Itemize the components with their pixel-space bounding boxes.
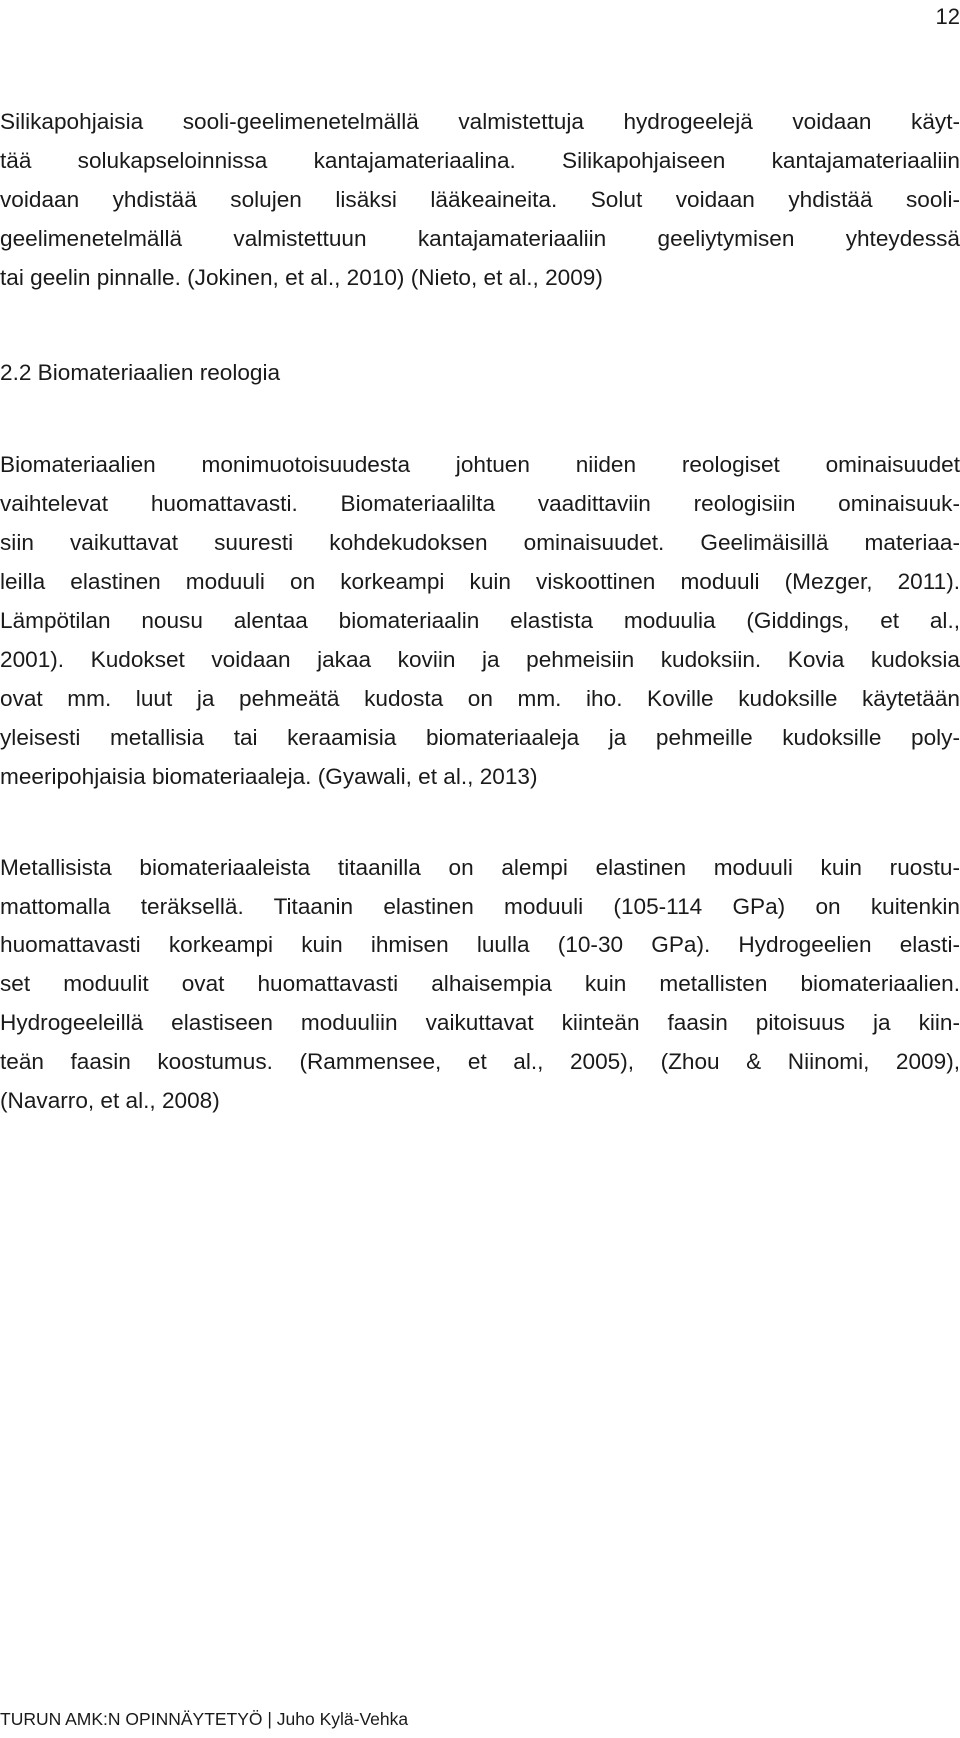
text-line: siin vaikuttavat suuresti kohdekudoksen ominaisuudet. Geelimäisillä materiaa- [0, 530, 960, 556]
text-line: set moduulit ovat huomattavasti alhaisempia kuin metallisten biomateriaalien. [0, 971, 960, 997]
text-line: leilla elastinen moduuli on korkeampi kuin viskoottinen moduuli (Mezger, 2011). [0, 569, 960, 595]
page-number: 12 [935, 4, 960, 29]
text-line: ovat mm. luut ja pehmeätä kudosta on mm. iho. Koville kudoksille käytetään [0, 685, 960, 711]
text-line: Biomateriaalien monimuotoisuudesta johtuen niiden reologiset ominaisuudet [0, 452, 960, 478]
text-line: huomattavasti korkeampi kuin ihmisen luulla (10-30 GPa). Hydrogeelien elasti- [0, 932, 960, 958]
text-line: geelimenetelmällä valmistettuun kantajamateriaaliin geeliytymisen yhteydessä [0, 225, 960, 251]
text-line: yleisesti metallisia tai keraamisia biomateriaaleja ja pehmeille kudoksille poly- [0, 724, 960, 750]
section-heading: 2.2 Biomateriaalien reologia [0, 359, 281, 385]
text-line: (Navarro, et al., 2008) [0, 1088, 220, 1114]
text-line: 2001). Kudokset voidaan jakaa koviin ja pehmeisiin kudoksiin. Kovia kudoksia [0, 646, 960, 672]
main-content [0, 103, 960, 1121]
text-line: Metallisista biomateriaaleista titaanilla on alempi elastinen moduuli kuin ruostu- [0, 854, 960, 880]
text-line: tää solukapseloinnissa kantajamateriaalina. Silikapohjaiseen kantajamateriaaliin [0, 147, 960, 173]
text-line: tai geelin pinnalle. (Jokinen, et al., 2010) (Nieto, et al., 2009) [0, 264, 603, 290]
paragraph-silica-hydrogels [0, 103, 960, 298]
text-line: voidaan yhdistää solujen lisäksi lääkeaineita. Solut voidaan yhdistää sooli- [0, 186, 960, 212]
text-line: vaihtelevat huomattavasti. Biomateriaalilta vaadittaviin reologisiin ominaisuuk- [0, 491, 960, 517]
text-line: mattomalla teräksellä. Titaanin elastinen moduuli (105-114 GPa) on kuitenkin [0, 893, 960, 919]
text-line: Silikapohjaisia sooli-geelimenetelmällä valmistettuja hydrogeelejä voidaan käyt- [0, 109, 960, 134]
text-line: Lämpötilan nousu alentaa biomateriaalin elastista moduulia (Giddings, et al., [0, 608, 960, 634]
paragraph-elastic-moduli [0, 849, 960, 1121]
page-footer: TURUN AMK:N OPINNÄYTETYÖ | Juho Kylä-Vehka [0, 1709, 409, 1729]
paragraph-rheology [0, 446, 960, 796]
text-line: Hydrogeeleillä elastiseen moduuliin vaikuttavat kiinteän faasin pitoisuus ja kiin- [0, 1010, 960, 1036]
text-line: teän faasin koostumus. (Rammensee, et al., 2005), (Zhou & Niinomi, 2009), [0, 1049, 960, 1075]
text-line: meeripohjaisia biomateriaaleja. (Gyawali, et al., 2013) [0, 763, 538, 789]
